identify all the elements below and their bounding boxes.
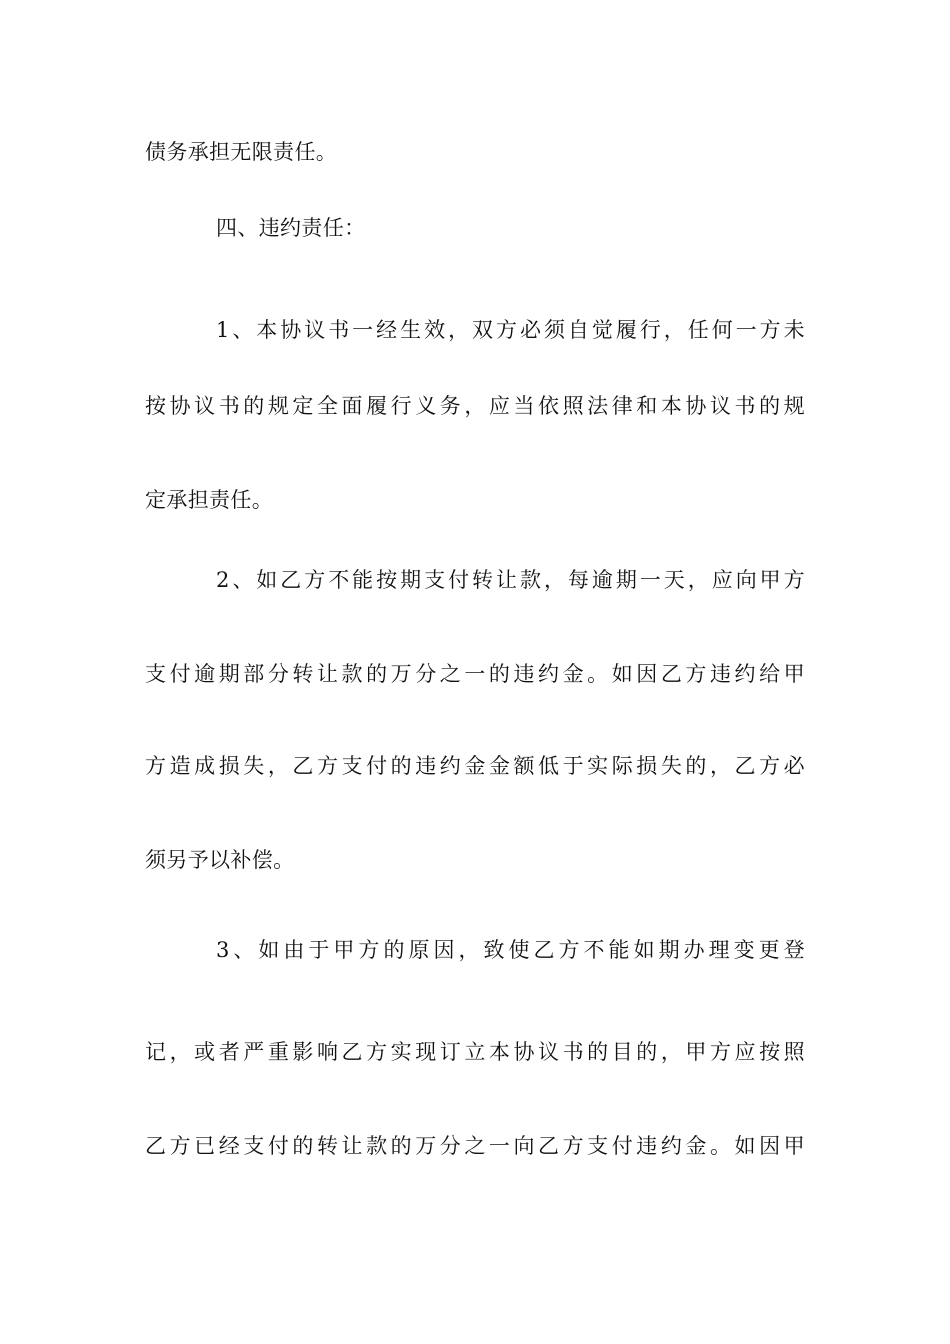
paragraph-line: 乙方已经支付的转让款的万分之一向乙方支付违约金。如因甲 bbox=[145, 1134, 805, 1158]
paragraph-line: 方造成损失，乙方支付的违约金金额低于实际损失的，乙方必 bbox=[145, 754, 805, 778]
paragraph-line: 记，或者严重影响乙方实现订立本协议书的目的，甲方应按照 bbox=[145, 1040, 805, 1064]
paragraph-line: 支付逾期部分转让款的万分之一的违约金。如因乙方违约给甲 bbox=[145, 662, 805, 686]
paragraph-line: 须另予以补偿。 bbox=[145, 848, 295, 872]
section-heading: 四、违约责任： bbox=[216, 216, 366, 240]
paragraph-line: 3、如由于甲方的原因，致使乙方不能如期办理变更登 bbox=[216, 938, 805, 962]
paragraph-line: 按协议书的规定全面履行义务，应当依照法律和本协议书的规 bbox=[145, 394, 805, 418]
paragraph-line: 2、如乙方不能按期支付转让款，每逾期一天，应向甲方 bbox=[216, 568, 805, 592]
paragraph-line: 债务承担无限责任。 bbox=[145, 140, 338, 164]
paragraph-line: 定承担责任。 bbox=[145, 488, 274, 512]
paragraph-line: 1、本协议书一经生效，双方必须自觉履行，任何一方未 bbox=[216, 318, 805, 342]
